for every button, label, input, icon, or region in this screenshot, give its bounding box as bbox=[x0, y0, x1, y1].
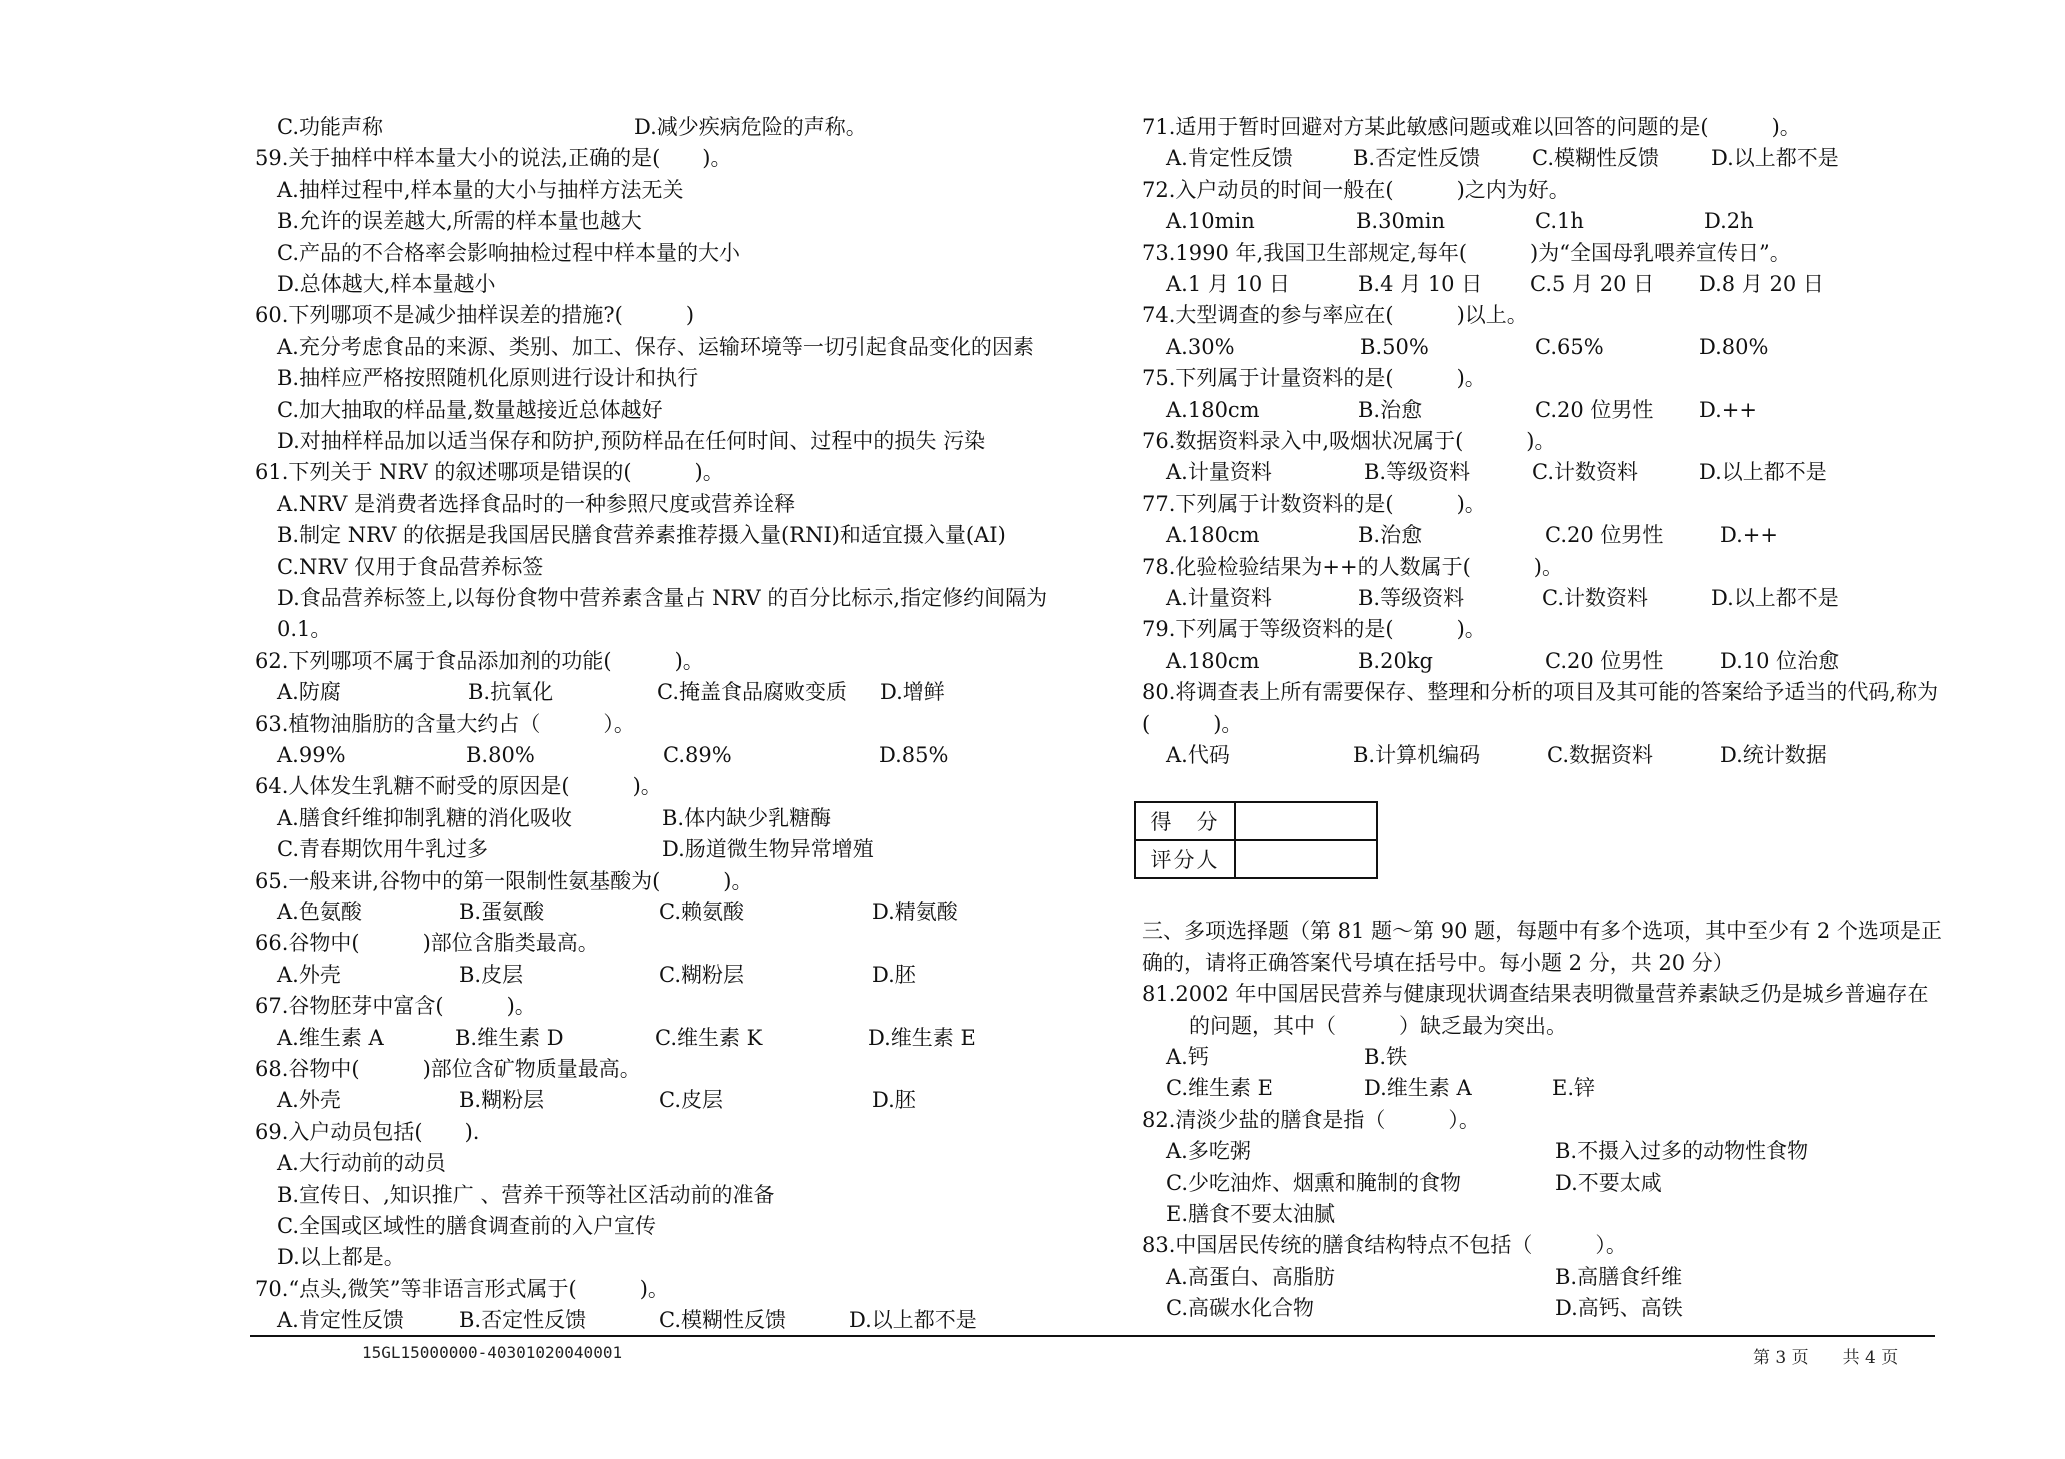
option: B.体内缺少乳糖酶 bbox=[662, 805, 832, 830]
q64-options-ab bbox=[255, 803, 1055, 834]
option: C.20 位男性 bbox=[1535, 397, 1654, 422]
option: D.食品营养标签上,以每份食物中营养素含量占 NRV 的百分比标示,指定修约间隔为 bbox=[277, 586, 1048, 611]
option: C.数据资料 bbox=[1547, 742, 1653, 767]
question-80-continuation: ( )。 bbox=[1142, 711, 1243, 736]
question-80: 80.将调查表上所有需要保存、整理和分析的项目及其可能的答案给予适当的代码,称为 bbox=[1142, 680, 1939, 705]
question-62: 62.下列哪项不属于食品添加剂的功能( )。 bbox=[255, 648, 704, 673]
q66-options bbox=[255, 960, 1055, 991]
option-continuation: 0.1。 bbox=[277, 617, 332, 642]
option: B.蛋氨酸 bbox=[459, 900, 545, 925]
option: A.膳食纤维抑制乳糖的消化吸收 bbox=[277, 805, 572, 830]
option: C.模糊性反馈 bbox=[659, 1308, 786, 1333]
option: D.总体越大,样本量越小 bbox=[277, 272, 496, 297]
option: B.80% bbox=[466, 743, 535, 768]
option: A.180cm bbox=[1166, 523, 1260, 548]
question-78: 78.化验检验结果为++的人数属于( )。 bbox=[1142, 554, 1563, 579]
option: B.制定 NRV 的依据是我国居民膳食营养素推荐摄入量(RNI)和适宜摄入量(AI) bbox=[277, 523, 1006, 548]
grader-label: 评分人 bbox=[1135, 840, 1235, 878]
option: A.充分考虑食品的来源、类别、加工、保存、运输环境等一切引起食品变化的因素 bbox=[277, 334, 1034, 359]
option: D.胚 bbox=[872, 1088, 916, 1113]
option: C.维生素 K bbox=[655, 1025, 763, 1050]
q80-options bbox=[1142, 740, 1942, 771]
q63-options bbox=[255, 740, 1055, 771]
q73-options bbox=[1142, 269, 1942, 300]
option: C.少吃油炸、烟熏和腌制的食物 bbox=[1166, 1170, 1461, 1195]
option: D.85% bbox=[879, 743, 949, 768]
option: C.NRV 仅用于食品营养标签 bbox=[277, 554, 544, 579]
option: D.2h bbox=[1704, 209, 1754, 234]
grader-row bbox=[1135, 840, 1377, 878]
q78-options bbox=[1142, 583, 1942, 614]
option: D.以上都不是 bbox=[849, 1308, 977, 1333]
option: D.80% bbox=[1699, 334, 1769, 359]
option: B.高膳食纤维 bbox=[1555, 1264, 1683, 1289]
option: A.计量资料 bbox=[1166, 585, 1272, 610]
question-74: 74.大型调查的参与率应在( )以上。 bbox=[1142, 303, 1528, 328]
question-59: 59.关于抽样中样本量大小的说法,正确的是( )。 bbox=[255, 146, 732, 171]
option: D.胚 bbox=[872, 962, 916, 987]
question-60: 60.下列哪项不是减少抽样误差的措施?( ) bbox=[255, 303, 695, 328]
section-3-title-continuation: 确的，请将正确答案代号填在括号中。每小题 2 分，共 20 分） bbox=[1142, 950, 1734, 975]
option: A.抽样过程中,样本量的大小与抽样方法无关 bbox=[277, 177, 684, 202]
option: C.计数资料 bbox=[1542, 585, 1648, 610]
option: D.维生素 A bbox=[1364, 1076, 1472, 1101]
option: B.治愈 bbox=[1358, 523, 1423, 548]
option: B.30min bbox=[1356, 209, 1445, 234]
question-71: 71.适用于暂时回避对方某此敏感问题或难以回答的问题的是( )。 bbox=[1142, 115, 1801, 139]
question-77: 77.下列属于计数资料的是( )。 bbox=[1142, 491, 1486, 516]
left-column bbox=[255, 112, 1055, 1337]
question-79: 79.下列属于等级资料的是( )。 bbox=[1142, 617, 1486, 642]
option: A.10min bbox=[1166, 209, 1255, 234]
option: B.20kg bbox=[1358, 648, 1433, 673]
option: D.对抽样样品加以适当保存和防护,预防样品在任何时间、过程中的损失 污染 bbox=[277, 429, 986, 454]
option: C.20 位男性 bbox=[1545, 523, 1664, 548]
q83-options-cd bbox=[1142, 1293, 1942, 1324]
option: C.5 月 20 日 bbox=[1530, 272, 1655, 296]
grader-field[interactable] bbox=[1235, 840, 1377, 878]
q65-options bbox=[255, 897, 1055, 928]
option: B.糊粉层 bbox=[459, 1088, 545, 1113]
option: B.抽样应严格按照随机化原则进行设计和执行 bbox=[277, 366, 699, 391]
score-field[interactable] bbox=[1235, 802, 1377, 840]
score-table bbox=[1134, 801, 1378, 879]
right-column bbox=[1142, 112, 1942, 1325]
option: E.膳食不要太油腻 bbox=[1166, 1201, 1336, 1226]
q83-options-ab bbox=[1142, 1262, 1942, 1293]
question-70: 70.“点头,微笑”等非语言形式属于( )。 bbox=[255, 1276, 669, 1301]
option: A.180cm bbox=[1166, 648, 1260, 673]
option: D.维生素 E bbox=[868, 1025, 976, 1050]
q81-options-ab bbox=[1142, 1042, 1942, 1073]
option: C.20 位男性 bbox=[1545, 648, 1664, 673]
option: C.掩盖食品腐败变质 bbox=[657, 680, 847, 705]
question-61: 61.下列关于 NRV 的叙述哪项是错误的( )。 bbox=[255, 460, 724, 485]
option: A.色氨酸 bbox=[277, 900, 362, 925]
option: A.外壳 bbox=[277, 962, 341, 987]
option: B.4 月 10 日 bbox=[1358, 272, 1483, 296]
option: A.NRV 是消费者选择食品时的一种参照尺度或营养诠释 bbox=[277, 491, 796, 516]
option: A.高蛋白、高脂肪 bbox=[1166, 1264, 1335, 1289]
option: A.肯定性反馈 bbox=[277, 1308, 404, 1333]
option: D.以上都不是 bbox=[1699, 460, 1827, 485]
question-69: 69.入户动员包括( ). bbox=[255, 1119, 480, 1144]
option: D.精氨酸 bbox=[872, 900, 958, 925]
q74-options bbox=[1142, 332, 1942, 363]
q72-options bbox=[1142, 206, 1942, 237]
option: C.模糊性反馈 bbox=[1532, 146, 1659, 171]
option: C.89% bbox=[663, 743, 732, 768]
option: B.维生素 D bbox=[455, 1025, 564, 1050]
option: D.以上都是。 bbox=[277, 1245, 405, 1270]
option: A.多吃粥 bbox=[1166, 1139, 1251, 1164]
question-63: 63.植物油脂肪的含量大约占（ ）。 bbox=[255, 711, 635, 736]
section-3-title: 三、多项选择题（第 81 题～第 90 题，每题中有多个选项，其中至少有 2 个选项是正 bbox=[1142, 919, 1942, 944]
option: C.糊粉层 bbox=[659, 962, 744, 987]
option: A.外壳 bbox=[277, 1088, 341, 1113]
q64-options-cd bbox=[255, 834, 1055, 865]
option: A.99% bbox=[277, 743, 346, 768]
question-66: 66.谷物中( )部位含脂类最高。 bbox=[255, 931, 599, 956]
option: D.减少疾病危险的声称。 bbox=[634, 115, 867, 139]
option: C.维生素 E bbox=[1166, 1076, 1273, 1101]
option: C.1h bbox=[1535, 209, 1584, 234]
option: D.高钙、高铁 bbox=[1555, 1296, 1683, 1321]
q58-options-cd bbox=[255, 112, 1055, 143]
option: C.计数资料 bbox=[1532, 460, 1638, 485]
option: D.增鲜 bbox=[880, 680, 945, 705]
option: A.计量资料 bbox=[1166, 460, 1272, 485]
option: B.50% bbox=[1360, 334, 1429, 359]
option: B.允许的误差越大,所需的样本量也越大 bbox=[277, 209, 642, 234]
question-81-continuation: 的问题，其中（ ）缺乏最为突出。 bbox=[1189, 1013, 1567, 1038]
option: B.计算机编码 bbox=[1353, 742, 1481, 767]
option: D.统计数据 bbox=[1720, 742, 1827, 767]
option: B.等级资料 bbox=[1364, 460, 1471, 485]
option: A.大行动前的动员 bbox=[277, 1151, 446, 1176]
option: C.加大抽取的样品量,数量越接近总体越好 bbox=[277, 397, 663, 422]
option: D.++ bbox=[1699, 397, 1757, 422]
option: A.代码 bbox=[1166, 742, 1230, 767]
footer-divider bbox=[250, 1335, 1935, 1337]
option: C.产品的不合格率会影响抽检过程中样本量的大小 bbox=[277, 240, 740, 265]
q70-options bbox=[255, 1305, 1055, 1336]
question-76: 76.数据资料录入中,吸烟状况属于( )。 bbox=[1142, 428, 1556, 453]
q75-options bbox=[1142, 395, 1942, 426]
option: A.防腐 bbox=[277, 680, 341, 705]
option: D.10 位治愈 bbox=[1720, 648, 1840, 673]
option: D.肠道微生物异常增殖 bbox=[662, 837, 874, 862]
q82-options-ab bbox=[1142, 1136, 1942, 1167]
q77-options bbox=[1142, 520, 1942, 551]
option: A.肯定性反馈 bbox=[1166, 146, 1293, 171]
option: B.宣传日、,知识推广 、营养干预等社区活动前的准备 bbox=[277, 1182, 775, 1207]
option: B.治愈 bbox=[1358, 397, 1423, 422]
q71-options bbox=[1142, 143, 1942, 174]
option: D.8 月 20 日 bbox=[1699, 272, 1824, 296]
option: A.钙 bbox=[1166, 1045, 1209, 1069]
option: B.抗氧化 bbox=[468, 680, 554, 705]
option: A.30% bbox=[1166, 334, 1235, 359]
page-number: 第 3 页 共 4 页 bbox=[1753, 1348, 1899, 1368]
q79-options bbox=[1142, 646, 1942, 677]
document-code: 15GL15000000-40301020040001 bbox=[362, 1343, 623, 1362]
option: B.不摄入过多的动物性食物 bbox=[1555, 1139, 1809, 1164]
option: C.全国或区域性的膳食调查前的入户宣传 bbox=[277, 1214, 656, 1239]
option: B.否定性反馈 bbox=[1353, 146, 1481, 171]
question-72: 72.入户动员的时间一般在( )之内为好。 bbox=[1142, 177, 1570, 202]
question-75: 75.下列属于计量资料的是( )。 bbox=[1142, 366, 1486, 391]
score-row bbox=[1135, 802, 1377, 840]
option: A.维生素 A bbox=[277, 1025, 384, 1050]
question-68: 68.谷物中( )部位含矿物质量最高。 bbox=[255, 1057, 641, 1082]
option: D.不要太咸 bbox=[1555, 1170, 1662, 1195]
option: D.以上都不是 bbox=[1711, 585, 1839, 610]
score-label: 得 分 bbox=[1135, 802, 1235, 840]
option: B.铁 bbox=[1364, 1045, 1408, 1069]
question-73: 73.1990 年,我国卫生部规定,每年( )为“全国母乳喂养宣传日”。 bbox=[1142, 240, 1791, 265]
option: A.1 月 10 日 bbox=[1166, 272, 1290, 296]
option: B.否定性反馈 bbox=[459, 1308, 587, 1333]
q76-options bbox=[1142, 457, 1942, 488]
q68-options bbox=[255, 1085, 1055, 1116]
option: A.180cm bbox=[1166, 397, 1260, 422]
option: C.赖氨酸 bbox=[659, 900, 744, 925]
q82-options-cd bbox=[1142, 1168, 1942, 1199]
option: C.青春期饮用牛乳过多 bbox=[277, 837, 488, 862]
q62-options bbox=[255, 677, 1055, 708]
question-65: 65.一般来讲,谷物中的第一限制性氨基酸为( )。 bbox=[255, 868, 753, 893]
option: B.皮层 bbox=[459, 962, 524, 987]
question-67: 67.谷物胚芽中富含( )。 bbox=[255, 994, 536, 1019]
q67-options bbox=[255, 1023, 1055, 1054]
option: C.皮层 bbox=[659, 1088, 723, 1113]
question-82: 82.清淡少盐的膳食是指（ ）。 bbox=[1142, 1107, 1480, 1132]
question-64: 64.人体发生乳糖不耐受的原因是( )。 bbox=[255, 774, 662, 799]
option: E.锌 bbox=[1552, 1076, 1596, 1101]
option: C.65% bbox=[1535, 334, 1604, 359]
option: C.功能声称 bbox=[277, 115, 383, 139]
q81-options-cde bbox=[1142, 1073, 1942, 1104]
option: C.高碳水化合物 bbox=[1166, 1296, 1314, 1321]
option: D.以上都不是 bbox=[1711, 146, 1839, 171]
question-83: 83.中国居民传统的膳食结构特点不包括（ ）。 bbox=[1142, 1233, 1627, 1258]
option: D.++ bbox=[1720, 523, 1778, 548]
question-81: 81.2002 年中国居民营养与健康现状调查结果表明微量营养素缺乏仍是城乡普遍存在 bbox=[1142, 982, 1929, 1007]
option: B.等级资料 bbox=[1358, 585, 1465, 610]
